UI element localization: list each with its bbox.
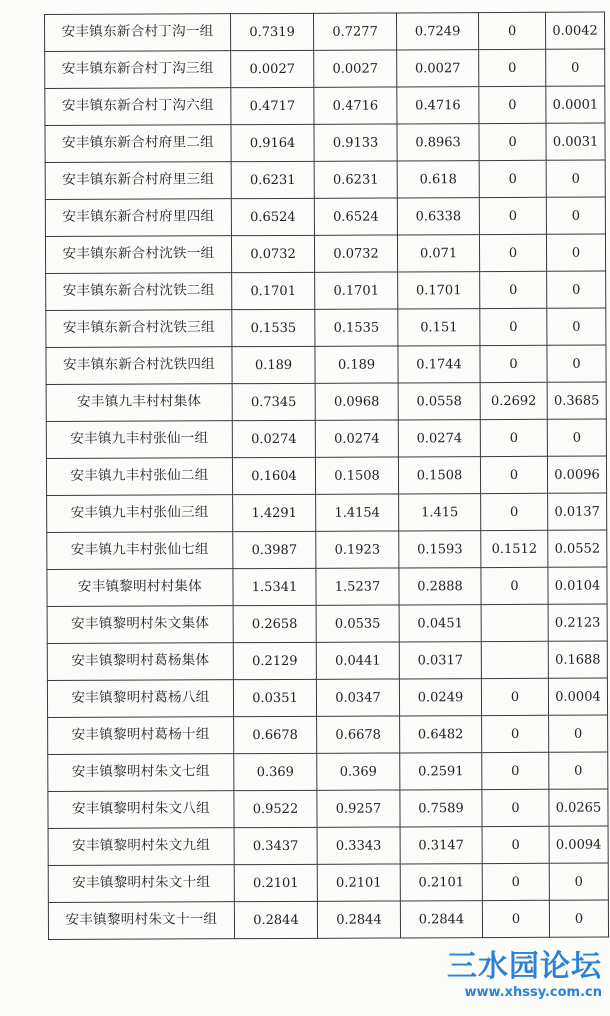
row-name-cell: 安丰镇东新合村沈铁二组 — [46, 273, 232, 311]
value-cell: 0.0274 — [398, 420, 480, 457]
value-cell: 0 — [479, 49, 546, 86]
table-row — [47, 641, 607, 680]
value-cell: 0.2123 — [548, 604, 607, 641]
row-name-cell: 安丰镇东新合村府里二组 — [45, 125, 231, 163]
value-cell: 0.1593 — [399, 531, 481, 568]
value-cell: 0.2658 — [233, 605, 316, 642]
value-cell: 0.0441 — [316, 642, 399, 679]
value-cell: 0.0001 — [546, 86, 605, 123]
value-cell: 0.1701 — [315, 272, 398, 309]
value-cell: 0 — [482, 863, 549, 900]
value-cell: 0 — [479, 197, 546, 234]
value-cell: 0.369 — [234, 753, 317, 790]
value-cell: 1.5341 — [233, 568, 316, 605]
value-cell: 0.0732 — [231, 235, 314, 272]
row-name-cell: 安丰镇九丰村张仙二组 — [46, 458, 232, 496]
land-area-table — [44, 12, 609, 940]
value-cell: 0.9164 — [231, 124, 314, 161]
value-cell: 0 — [546, 160, 605, 197]
value-cell: 0.189 — [315, 346, 398, 383]
value-cell: 0 — [482, 789, 549, 826]
value-cell: 0 — [481, 567, 548, 604]
table-row — [48, 752, 608, 791]
value-cell: 0.0104 — [548, 567, 607, 604]
table-row — [47, 567, 607, 606]
value-cell: 1.5237 — [316, 568, 399, 605]
value-cell: 0.6338 — [397, 198, 479, 235]
value-cell: 0.7249 — [396, 13, 478, 50]
row-name-cell: 安丰镇黎明村朱文十一组 — [48, 902, 234, 940]
row-name-cell: 安丰镇黎明村朱文九组 — [48, 828, 234, 866]
table-row — [48, 789, 608, 828]
table-row — [47, 678, 607, 717]
value-cell: 1.4154 — [316, 494, 399, 531]
value-cell: 0 — [480, 308, 547, 345]
value-cell: 0.1701 — [232, 272, 315, 309]
value-cell: 0.3147 — [400, 827, 482, 864]
value-cell: 0 — [479, 160, 546, 197]
value-cell: 0.7277 — [313, 13, 396, 50]
value-cell: 0.1535 — [232, 309, 315, 346]
table-row — [45, 49, 605, 88]
value-cell: 0.0042 — [545, 12, 604, 49]
value-cell: 0.0137 — [548, 493, 607, 530]
value-cell: 0.369 — [317, 753, 400, 790]
value-cell: 0.9133 — [314, 124, 397, 161]
value-cell: 0.0535 — [316, 605, 399, 642]
table-row — [47, 493, 607, 532]
value-cell: 0.1701 — [398, 272, 480, 309]
value-cell: 0.0732 — [314, 235, 397, 272]
table-row — [47, 530, 607, 569]
value-cell: 0.4717 — [231, 87, 314, 124]
row-name-cell: 安丰镇黎明村朱文十组 — [48, 865, 234, 903]
value-cell: 0.2844 — [317, 901, 400, 938]
row-name-cell: 安丰镇黎明村村集体 — [47, 569, 233, 607]
value-cell: 0.6678 — [234, 716, 317, 753]
value-cell: 0 — [549, 863, 608, 900]
row-name-cell: 安丰镇黎明村葛杨八组 — [47, 680, 233, 718]
table-row — [46, 271, 606, 310]
value-cell: 0.4716 — [397, 87, 479, 124]
value-cell: 0 — [482, 752, 549, 789]
value-cell: 0.2888 — [399, 568, 481, 605]
value-cell: 0.9522 — [234, 790, 317, 827]
forum-watermark — [412, 950, 602, 1008]
table-row — [46, 382, 606, 421]
table-row — [48, 900, 608, 939]
row-name-cell: 安丰镇东新合村丁沟一组 — [45, 14, 231, 52]
value-cell: 0.151 — [398, 309, 480, 346]
row-name-cell: 安丰镇黎明村朱文集体 — [47, 606, 233, 644]
value-cell: 0.6231 — [314, 161, 397, 198]
value-cell: 0.618 — [397, 161, 479, 198]
value-cell: 0.1744 — [398, 346, 480, 383]
value-cell: 0.189 — [232, 346, 315, 383]
value-cell: 0.1688 — [548, 641, 607, 678]
row-name-cell: 安丰镇东新合村丁沟三组 — [45, 51, 231, 89]
row-name-cell: 安丰镇九丰村张仙七组 — [47, 532, 233, 570]
value-cell: 0.0094 — [549, 826, 608, 863]
table-row — [46, 345, 606, 384]
value-cell: 0.0265 — [549, 789, 608, 826]
row-name-cell: 安丰镇东新合村丁沟六组 — [45, 88, 231, 126]
value-cell: 0.3987 — [233, 531, 316, 568]
value-cell: 0.7345 — [232, 383, 315, 420]
row-name-cell: 安丰镇黎明村葛杨十组 — [48, 717, 234, 755]
value-cell: 0 — [547, 419, 606, 456]
value-cell: 0 — [549, 900, 608, 937]
table-row — [45, 12, 605, 51]
value-cell: 0 — [482, 715, 549, 752]
row-name-cell: 安丰镇东新合村沈铁一组 — [45, 236, 231, 274]
row-name-cell: 安丰镇九丰村张仙一组 — [46, 421, 232, 459]
row-name-cell: 安丰镇东新合村沈铁三组 — [46, 310, 232, 348]
table-row — [45, 160, 605, 199]
value-cell: 0.1923 — [316, 531, 399, 568]
table-row — [48, 826, 608, 865]
table-row — [47, 604, 607, 643]
value-cell: 0.2591 — [400, 753, 482, 790]
value-cell: 0.1535 — [315, 309, 398, 346]
value-cell: 0.1508 — [398, 457, 480, 494]
value-cell: 0.2101 — [234, 864, 317, 901]
value-cell: 0.0558 — [398, 383, 480, 420]
value-cell — [481, 641, 548, 678]
value-cell: 0.2844 — [400, 901, 482, 938]
value-cell — [481, 604, 548, 641]
value-cell: 0 — [546, 234, 605, 271]
value-cell: 0.6482 — [400, 716, 482, 753]
value-cell: 0 — [482, 826, 549, 863]
table-body — [45, 12, 609, 939]
value-cell: 0 — [482, 900, 549, 937]
value-cell: 0 — [479, 234, 546, 271]
value-cell: 0.4716 — [314, 87, 397, 124]
table-row — [46, 456, 606, 495]
value-cell: 0.0027 — [397, 50, 479, 87]
value-cell: 0 — [547, 271, 606, 308]
value-cell: 0.0249 — [399, 679, 481, 716]
value-cell: 0 — [549, 715, 608, 752]
row-name-cell: 安丰镇黎明村朱文七组 — [48, 754, 234, 792]
row-name-cell: 安丰镇东新合村府里四组 — [45, 199, 231, 237]
value-cell: 0.2844 — [234, 901, 317, 938]
value-cell: 0.2101 — [400, 864, 482, 901]
value-cell: 0.6231 — [231, 161, 314, 198]
value-cell: 0 — [546, 197, 605, 234]
row-name-cell: 安丰镇九丰村张仙三组 — [47, 495, 233, 533]
table-row — [48, 863, 608, 902]
value-cell: 0.0274 — [232, 420, 315, 457]
value-cell: 0.2692 — [480, 382, 547, 419]
value-cell: 0 — [481, 493, 548, 530]
value-cell: 1.4291 — [233, 494, 316, 531]
value-cell: 0 — [546, 49, 605, 86]
value-cell: 0.2101 — [317, 864, 400, 901]
table-row — [48, 715, 608, 754]
value-cell: 0.9257 — [317, 790, 400, 827]
value-cell: 0 — [479, 123, 546, 160]
row-name-cell: 安丰镇黎明村葛杨集体 — [47, 643, 233, 681]
value-cell: 0.0004 — [548, 678, 607, 715]
row-name-cell: 安丰镇东新合村沈铁四组 — [46, 347, 232, 385]
value-cell: 0 — [480, 271, 547, 308]
value-cell: 0.0274 — [315, 420, 398, 457]
value-cell: 0.0317 — [399, 642, 481, 679]
value-cell: 0.3437 — [234, 827, 317, 864]
row-name-cell: 安丰镇东新合村府里三组 — [45, 162, 231, 200]
value-cell: 0.0027 — [314, 50, 397, 87]
value-cell: 0.071 — [397, 235, 479, 272]
value-cell: 0 — [547, 345, 606, 382]
value-cell: 0 — [480, 456, 547, 493]
row-name-cell: 安丰镇黎明村朱文八组 — [48, 791, 234, 829]
table-row — [45, 123, 605, 162]
value-cell: 0.0347 — [316, 679, 399, 716]
value-cell: 0.1604 — [232, 457, 315, 494]
value-cell: 0.6678 — [317, 716, 400, 753]
table-row — [45, 197, 605, 236]
value-cell: 0.0351 — [233, 679, 316, 716]
value-cell: 0 — [478, 12, 545, 49]
value-cell: 0.3685 — [547, 382, 606, 419]
value-cell: 0.6524 — [231, 198, 314, 235]
watermark-url: www.xhssy.com.cn — [464, 985, 602, 1000]
value-cell: 0.2129 — [233, 642, 316, 679]
value-cell: 0 — [480, 345, 547, 382]
table-row — [45, 86, 605, 125]
value-cell: 0.0552 — [548, 530, 607, 567]
row-name-cell: 安丰镇九丰村村集体 — [46, 384, 232, 422]
table-row — [46, 308, 606, 347]
value-cell: 0.6524 — [314, 198, 397, 235]
value-cell: 0 — [549, 752, 608, 789]
value-cell: 0.7319 — [231, 13, 314, 50]
table-row — [46, 419, 606, 458]
value-cell: 0 — [547, 308, 606, 345]
value-cell: 1.415 — [399, 494, 481, 531]
value-cell: 0 — [480, 419, 547, 456]
table-row — [45, 234, 605, 273]
watermark-logo-text: 三水园论坛 — [447, 949, 602, 984]
value-cell: 0.0451 — [399, 605, 481, 642]
value-cell: 0.1512 — [481, 530, 548, 567]
value-cell: 0 — [481, 678, 548, 715]
value-cell: 0.0096 — [547, 456, 606, 493]
value-cell: 0.0031 — [546, 123, 605, 160]
value-cell: 0.7589 — [400, 790, 482, 827]
value-cell: 0.1508 — [315, 457, 398, 494]
value-cell: 0.3343 — [317, 827, 400, 864]
value-cell: 0 — [479, 86, 546, 123]
value-cell: 0.0027 — [231, 50, 314, 87]
value-cell: 0.0968 — [315, 383, 398, 420]
value-cell: 0.8963 — [397, 124, 479, 161]
